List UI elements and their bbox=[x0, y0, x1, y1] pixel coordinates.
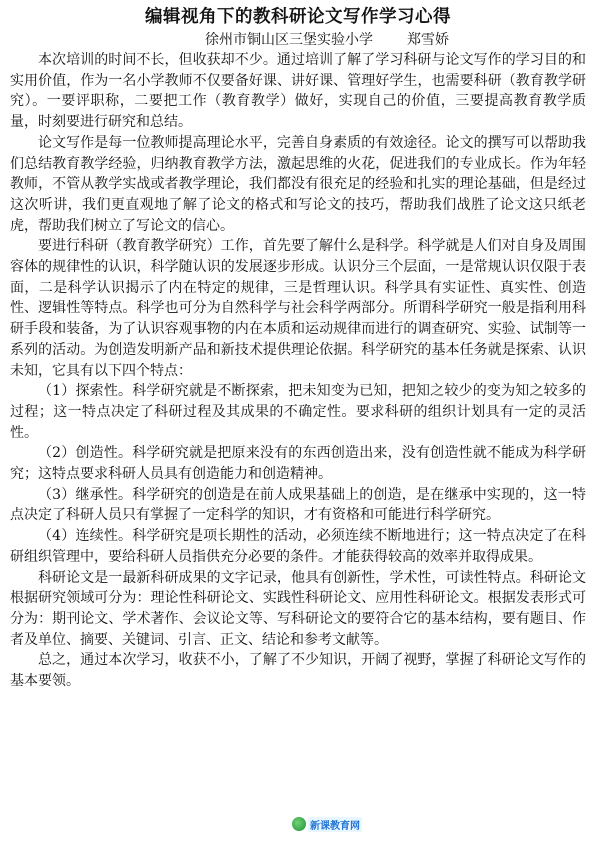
paragraph-science: 要进行科研（教育教学研究）工作，首先要了解什么是科学。科学就是人们对自身及周围容体的规律性的认识，科学随认识的发展逐步形成。认识分三个层面，一是常规认识仅限于表面，二是科学认识揭示了内在特定的规律，三是哲理认识。科学具有实证性、真实性、创造性、逻辑性等特点。科学也可分为自然科学与社会科学两部分。所谓科学研究一般是指利用科研手段和装备，为了认识容观事物的内在本质和运动规律而进行的调查研究、实验、试制等一系列的活动。为创造发明新产品和新技术提供理论依据。科学研究的基本任务就是探索、认识未知，它具有以下四个特点： bbox=[10, 238, 586, 379]
paragraph-writing: 论文写作是每一位教师提高理论水平，完善自身素质的有效途径。论文的撰写可以帮助我们总结教育教学经验，归纳教育教学方法，激起思维的火花，促进我们的专业成长。作为年轻教师，不管从教学实战或者教学理论，我们都没有很充足的经验和扎实的理论基础，但是经过这次听讲，我们更直观地了解了论文的格式和写论文的技巧，帮助我们战胜了论文这只纸老虎，帮助我们树立了写论文的信心。 bbox=[10, 134, 586, 234]
school-name: 徐州市铜山区三堡实验小学 bbox=[205, 32, 373, 48]
document-body bbox=[10, 50, 586, 692]
paragraph-conclusion: 总之，通过本次学习，收获不小，了解了不少知识，开阔了视野，掌握了科研论文写作的基本要领。 bbox=[10, 652, 586, 690]
paragraph-feature-4: （4）连续性。科学研究是项长期性的活动，必须连续不断地进行；这一特点决定了在科研组织管理中，要给科研人员指供充分必要的条件。才能获得较高的效率并取得成果。 bbox=[10, 528, 586, 565]
paragraph-paper-types: 科研论文是一最新科研成果的文字记录，他具有创新性，学术性，可读性特点。科研论文根据研究领域可分为：理论性科研论文、实践性科研论文、应用性科研论文。根据发表形式可分为：期刊论文、学术著作、会议论文等、写科研论文的要符合它的基本结构，要有题目、作者及单位、摘要、关键词、引言、正文、结论和参考文献等。 bbox=[10, 569, 586, 648]
paragraph-feature-1: （1）探索性。科学研究就是不断探索，把未知变为已知，把知之较少的变为知之较多的过程；这一特点决定了科研过程及其成果的不确定性。要求科研的组织计划具有一定的灵活性。 bbox=[10, 383, 586, 441]
watermark-logo bbox=[292, 815, 362, 833]
paragraph-intro: 本次培训的时间不长，但收获却不少。通过培训了解了学习科研与论文写作的学习目的和实用价值，作为一名小学教师不仅要备好课、讲好课、管理好学生，也需要科研（教育教学研究）。一要评职称，二要把工作（教育教学）做好，实现自己的价值，三要提高教育教学质量，时刻要进行研究和总结。 bbox=[10, 52, 586, 131]
author-name: 郑雪娇 bbox=[407, 32, 449, 48]
document-title: 编辑视角下的教科研论文写作学习心得 bbox=[145, 7, 451, 27]
paragraph-feature-2: （2）创造性。科学研究就是把原来没有的东西创造出来，没有创造性就不能成为科学研究；这特点要求科研人员具有创造能力和创造精神。 bbox=[10, 445, 586, 483]
author-line bbox=[10, 30, 586, 50]
green-circle-logo-icon bbox=[292, 817, 306, 831]
watermark-text: 新课教育网 bbox=[308, 817, 362, 832]
paragraph-feature-3: （3）继承性。科学研究的创造是在前人成果基础上的创造，是在继承中实现的，这一特点决定了科研人员只有掌握了一定科学的知识，才有资格和可能进行科学研究。 bbox=[10, 486, 586, 524]
